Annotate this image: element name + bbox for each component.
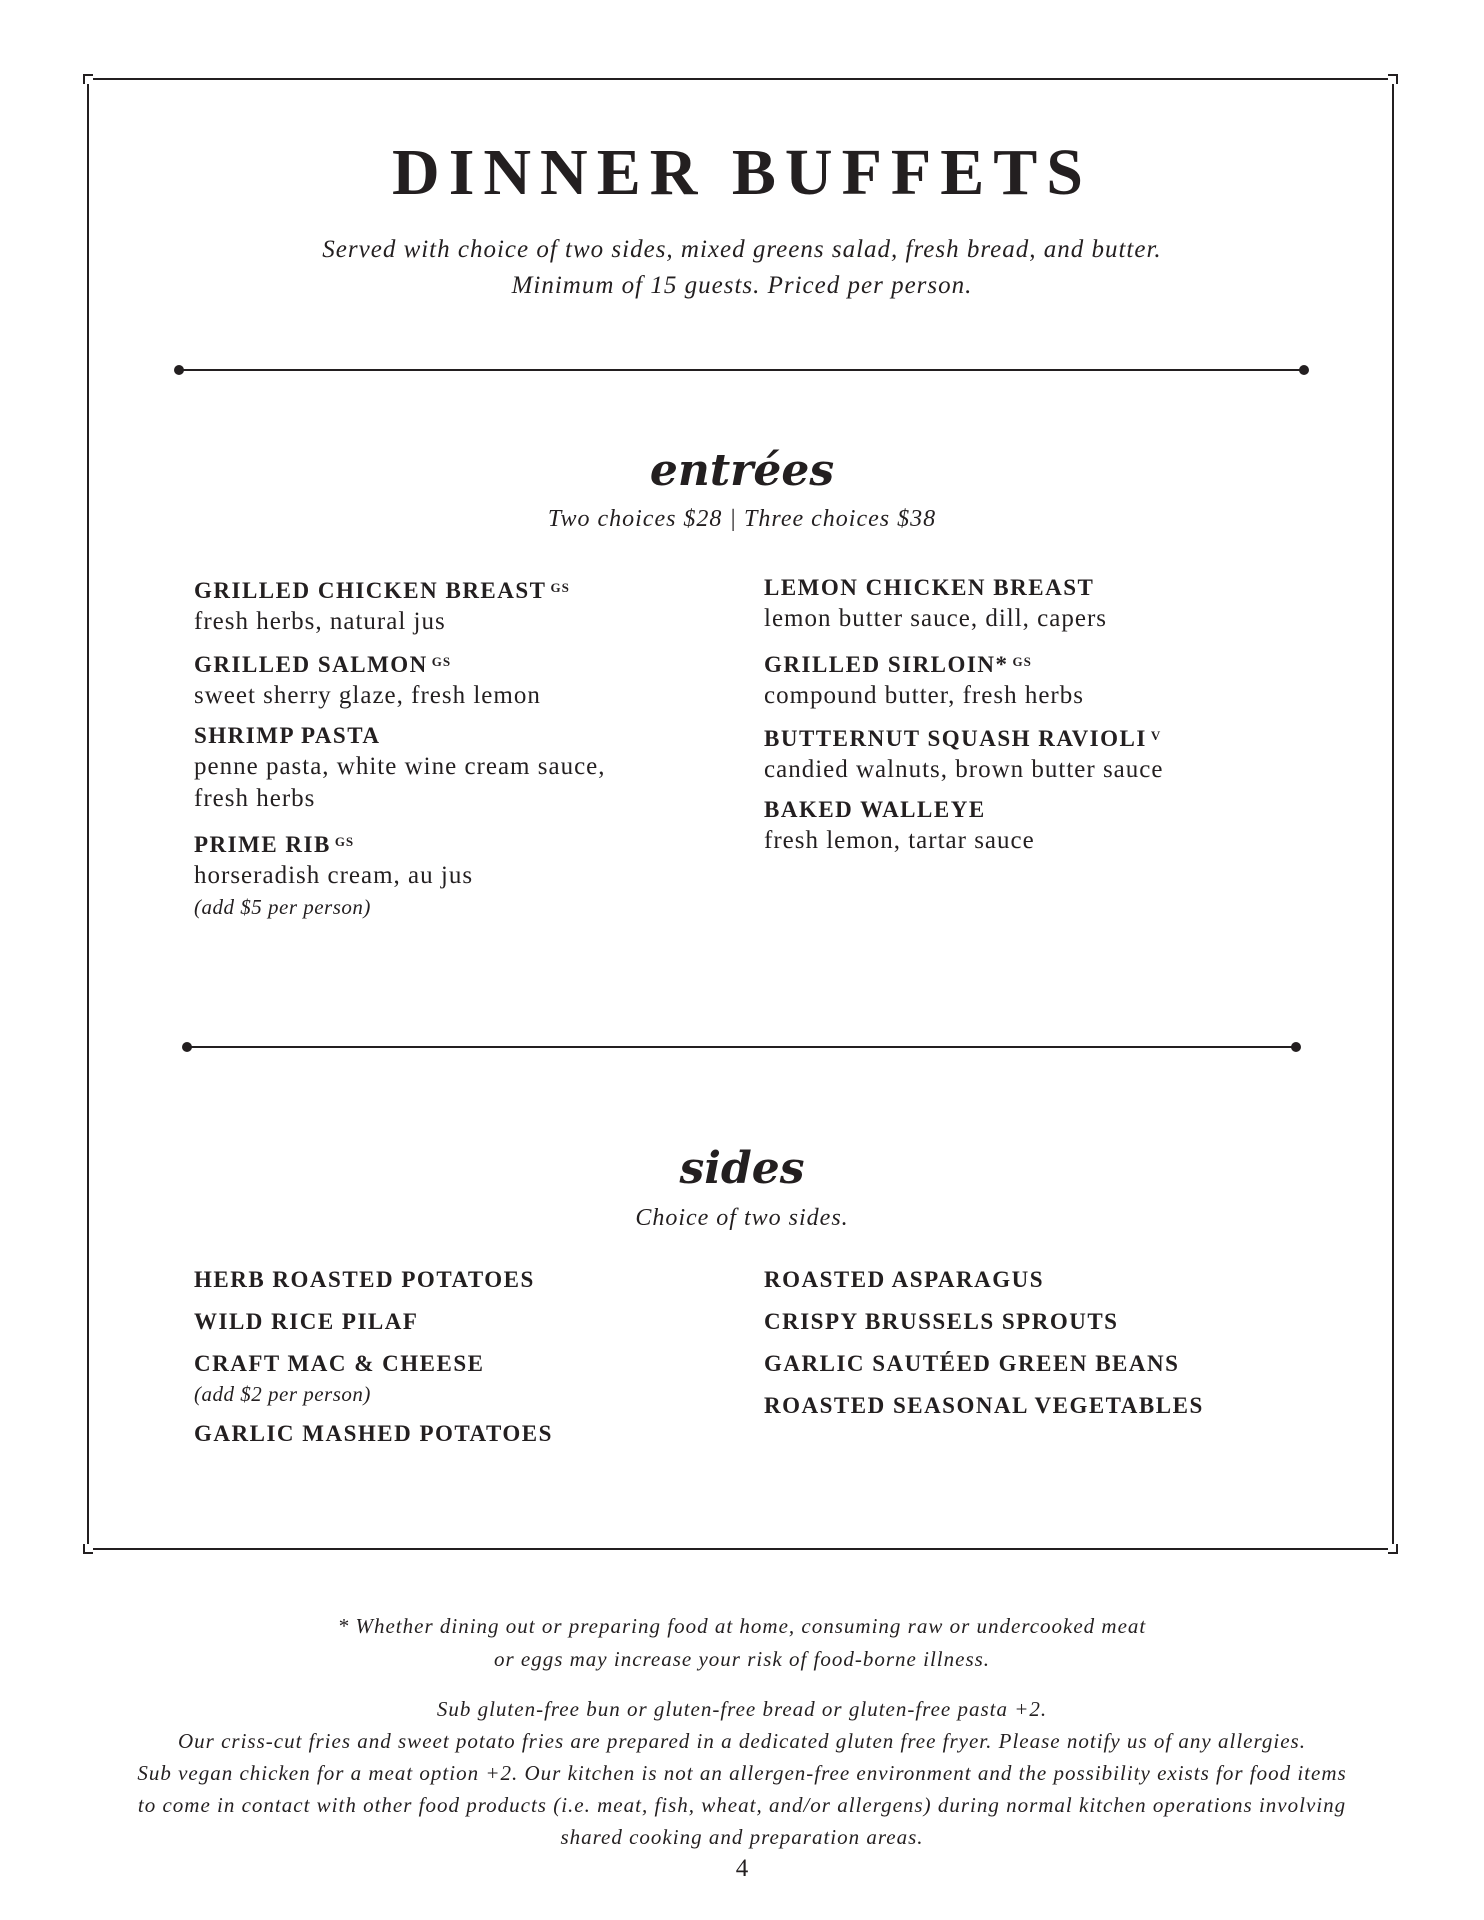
item-description: fresh lemon, tartar sauce xyxy=(764,827,1035,854)
item-name: GRILLED CHICKEN BREAST $^{GS}$ xyxy=(194,578,570,603)
sides-left-column xyxy=(194,1265,734,1449)
footnote-line: * Whether dining out or preparing food at home, consuming raw or undercooked meat xyxy=(337,1614,1147,1638)
entrees-right-column xyxy=(764,573,1324,857)
frame-corner xyxy=(1388,1544,1398,1554)
item-name: BUTTERNUT SQUASH RAVIOLI $^V$ xyxy=(764,726,1162,751)
item-description: candied walnuts, brown butter sauce xyxy=(764,756,1164,783)
item-upcharge: (add $5 per person) xyxy=(194,895,371,919)
item-name: CRISPY BRUSSELS SPROUTS xyxy=(764,1309,1119,1334)
item-name: BAKED WALLEYE xyxy=(764,797,986,822)
frame-corner xyxy=(1388,74,1398,84)
item-name: GRILLED SIRLOIN* $^{GS}$ xyxy=(764,652,1032,677)
menu-item xyxy=(764,721,1324,795)
menu-item xyxy=(194,827,734,922)
dietary-tag: GS xyxy=(1012,654,1032,669)
item-description: sweet sherry glaze, fresh lemon xyxy=(194,682,541,709)
item-name: GRILLED SALMON $^{GS}$ xyxy=(194,652,452,677)
dietary-tag: GS xyxy=(550,580,570,595)
menu-item xyxy=(764,573,1324,647)
item-name: WILD RICE PILAF xyxy=(194,1309,419,1334)
item-name: PRIME RIB $^{GS}$ xyxy=(194,832,355,857)
menu-item xyxy=(194,1419,734,1449)
item-name: CRAFT MAC & CHEESE xyxy=(194,1351,485,1376)
item-name: GARLIC MASHED POTATOES xyxy=(194,1421,553,1446)
entrees-left-column xyxy=(194,573,734,922)
menu-item xyxy=(194,647,734,721)
dietary-tag: V xyxy=(1150,728,1162,743)
entrees-heading: entrées xyxy=(649,445,835,496)
footnote-line: Our criss-cut fries and sweet potato fries are prepared in a dedicated gluten free fryer. Please notify us of any allergies. xyxy=(178,1729,1306,1753)
menu-item xyxy=(764,1349,1324,1391)
menu-item xyxy=(764,795,1324,857)
footnote-line: to come in contact with other food products (i.e. meat, fish, wheat, and/or allergens) during normal kitchen operations involving xyxy=(137,1793,1347,1817)
footnote-line: Sub vegan chicken for a meat option +2. Our kitchen is not an allergen-free environment and the possibility exists for food items xyxy=(137,1761,1347,1785)
menu-item xyxy=(194,1349,734,1419)
item-description: fresh herbs, natural jus xyxy=(194,608,446,635)
footnote-line: Sub gluten-free bun or gluten-free bread or gluten-free pasta +2. xyxy=(436,1697,1048,1721)
frame-corner xyxy=(83,74,93,84)
item-upcharge: (add $2 per person) xyxy=(194,1382,371,1406)
item-description: penne pasta, white wine cream sauce, xyxy=(194,753,606,780)
sides-note: Choice of two sides. xyxy=(635,1205,849,1231)
menu-item xyxy=(764,1265,1324,1307)
divider-rule xyxy=(187,1046,1296,1048)
subtitle-line: Minimum of 15 guests. Priced per person. xyxy=(511,272,973,299)
divider-rule xyxy=(179,369,1304,371)
footnote-line: shared cooking and preparation areas. xyxy=(560,1825,924,1849)
sides-heading: sides xyxy=(679,1143,805,1194)
page-number: 4 xyxy=(735,1855,749,1882)
menu-item xyxy=(764,1307,1324,1349)
page-title: DINNER BUFFETS xyxy=(392,136,1092,209)
menu-item xyxy=(194,721,734,827)
dietary-tag: GS xyxy=(334,834,355,849)
menu-item xyxy=(764,647,1324,721)
sides-right-column xyxy=(764,1265,1324,1421)
item-description: lemon butter sauce, dill, capers xyxy=(764,605,1107,632)
footnote-line: or eggs may increase your risk of food-borne illness. xyxy=(493,1647,991,1671)
item-name: HERB ROASTED POTATOES xyxy=(194,1267,535,1292)
entrees-pricing: Two choices $28 | Three choices $38 xyxy=(547,506,937,532)
item-name: ROASTED ASPARAGUS xyxy=(764,1267,1045,1292)
item-name: SHRIMP PASTA xyxy=(194,723,381,748)
menu-item xyxy=(194,1307,734,1349)
item-description: horseradish cream, au jus xyxy=(194,862,474,889)
item-name: GARLIC SAUTÉED GREEN BEANS xyxy=(764,1351,1180,1376)
subtitle-line: Served with choice of two sides, mixed greens salad, fresh bread, and butter. xyxy=(322,236,1162,263)
menu-item xyxy=(194,1265,734,1307)
item-name: ROASTED SEASONAL VEGETABLES xyxy=(764,1393,1204,1418)
item-name: LEMON CHICKEN BREAST xyxy=(764,575,1095,600)
item-description: fresh herbs xyxy=(194,785,316,812)
menu-item xyxy=(194,573,734,647)
item-description: compound butter, fresh herbs xyxy=(764,682,1084,709)
menu-item xyxy=(764,1391,1324,1421)
dietary-tag: GS xyxy=(431,654,452,669)
frame-corner xyxy=(83,1544,93,1554)
